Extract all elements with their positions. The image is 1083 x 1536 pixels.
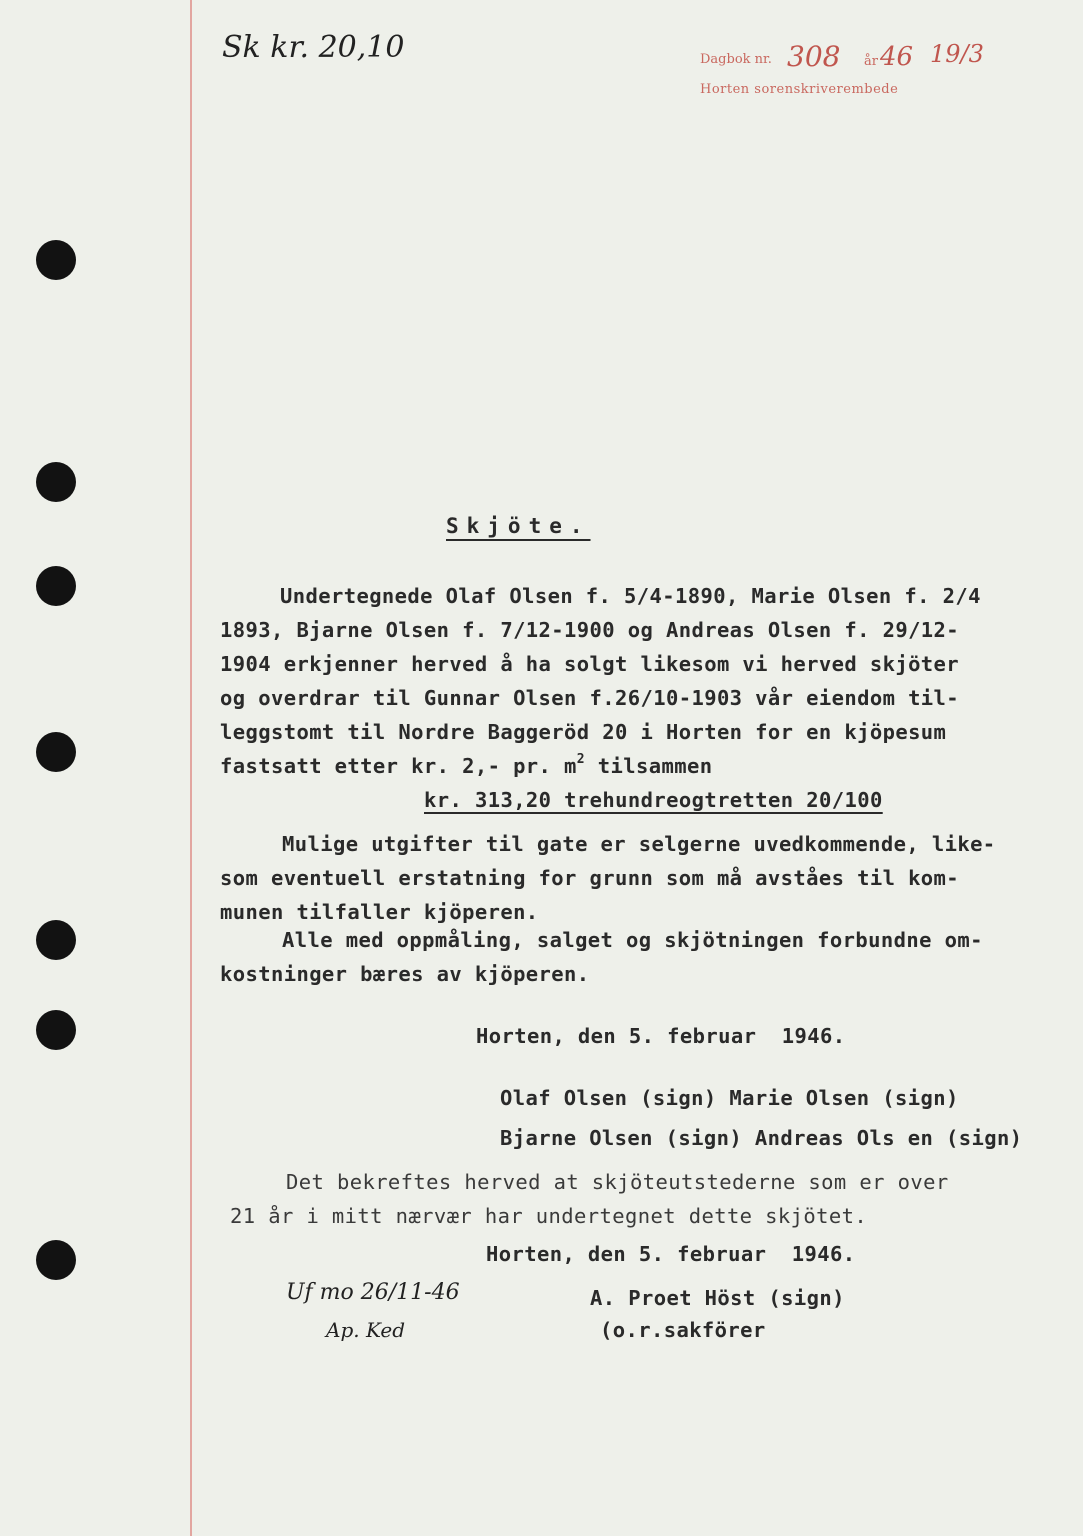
body-line (220, 754, 712, 778)
punch-hole (36, 566, 76, 606)
stamp-office: Horten sorenskriverembede (700, 82, 899, 97)
punch-hole (36, 1240, 76, 1280)
punch-hole (36, 732, 76, 772)
stamp-dagbok-number: 308 (787, 40, 841, 73)
stamp-date: 19/3 (930, 40, 984, 68)
handwritten-note: Ap. Ked (326, 1318, 406, 1342)
handwritten-note: Uf mo 26/11-46 (286, 1280, 460, 1305)
body-line: 1904 erkjenner herved å ha solgt likesom vi herved skjöter (220, 652, 960, 676)
body-line-text: fastsatt etter kr. 2,- pr. m (220, 754, 577, 778)
body-line: Alle med oppmåling, salget og skjötningen forbundne om- (282, 928, 983, 952)
signatures-line: Bjarne Olsen (sign) Andreas Ols en (sign) (500, 1126, 1023, 1150)
signatures-line: Olaf Olsen (sign) Marie Olsen (sign) (500, 1086, 959, 1110)
punch-hole (36, 462, 76, 502)
certification-place-date: Horten, den 5. februar 1946. (486, 1242, 856, 1266)
attorney-title: (o.r.sakförer (600, 1318, 766, 1342)
certification-line: Det bekreftes herved at skjöteutstederne som er over (286, 1170, 949, 1194)
body-line: Mulige utgifter til gate er selgerne uvedkommende, like- (282, 832, 996, 856)
place-date: Horten, den 5. februar 1946. (476, 1024, 846, 1048)
body-line: som eventuell erstatning for grunn som må avståes til kom- (220, 866, 960, 890)
purchase-amount: kr. 313,20 trehundreogtretten 20/100 (424, 788, 883, 812)
body-line: Undertegnede Olaf Olsen f. 5/4-1890, Marie Olsen f. 2/4 (280, 584, 981, 608)
body-line: og overdrar til Gunnar Olsen f.26/10-1903 vår eiendom til- (220, 686, 960, 710)
body-line: 1893, Bjarne Olsen f. 7/12-1900 og Andreas Olsen f. 29/12- (220, 618, 960, 642)
attorney-signature: A. Proet Höst (sign) (590, 1286, 845, 1310)
body-line-text: tilsammen (585, 754, 713, 778)
body-line: munen tilfaller kjöperen. (220, 900, 539, 924)
certification-line: 21 år i mitt nærvær har undertegnet dette skjötet. (230, 1204, 868, 1228)
body-line: kostninger bæres av kjöperen. (220, 962, 590, 986)
document-title: Skjöte. (446, 514, 591, 538)
body-line: leggstomt til Nordre Baggeröd 20 i Horten for en kjöpesum (220, 720, 947, 744)
stamp-year: 46 (880, 42, 914, 72)
superscript: 2 (576, 752, 586, 767)
punch-hole (36, 1010, 76, 1050)
handwritten-fee-note: Sk kr. 20,10 (222, 30, 405, 65)
stamp-year-label: år (864, 54, 878, 69)
margin-rule (190, 0, 192, 1536)
stamp-dagbok-label: Dagbok nr. (700, 52, 772, 67)
punch-hole (36, 240, 76, 280)
punch-hole (36, 920, 76, 960)
